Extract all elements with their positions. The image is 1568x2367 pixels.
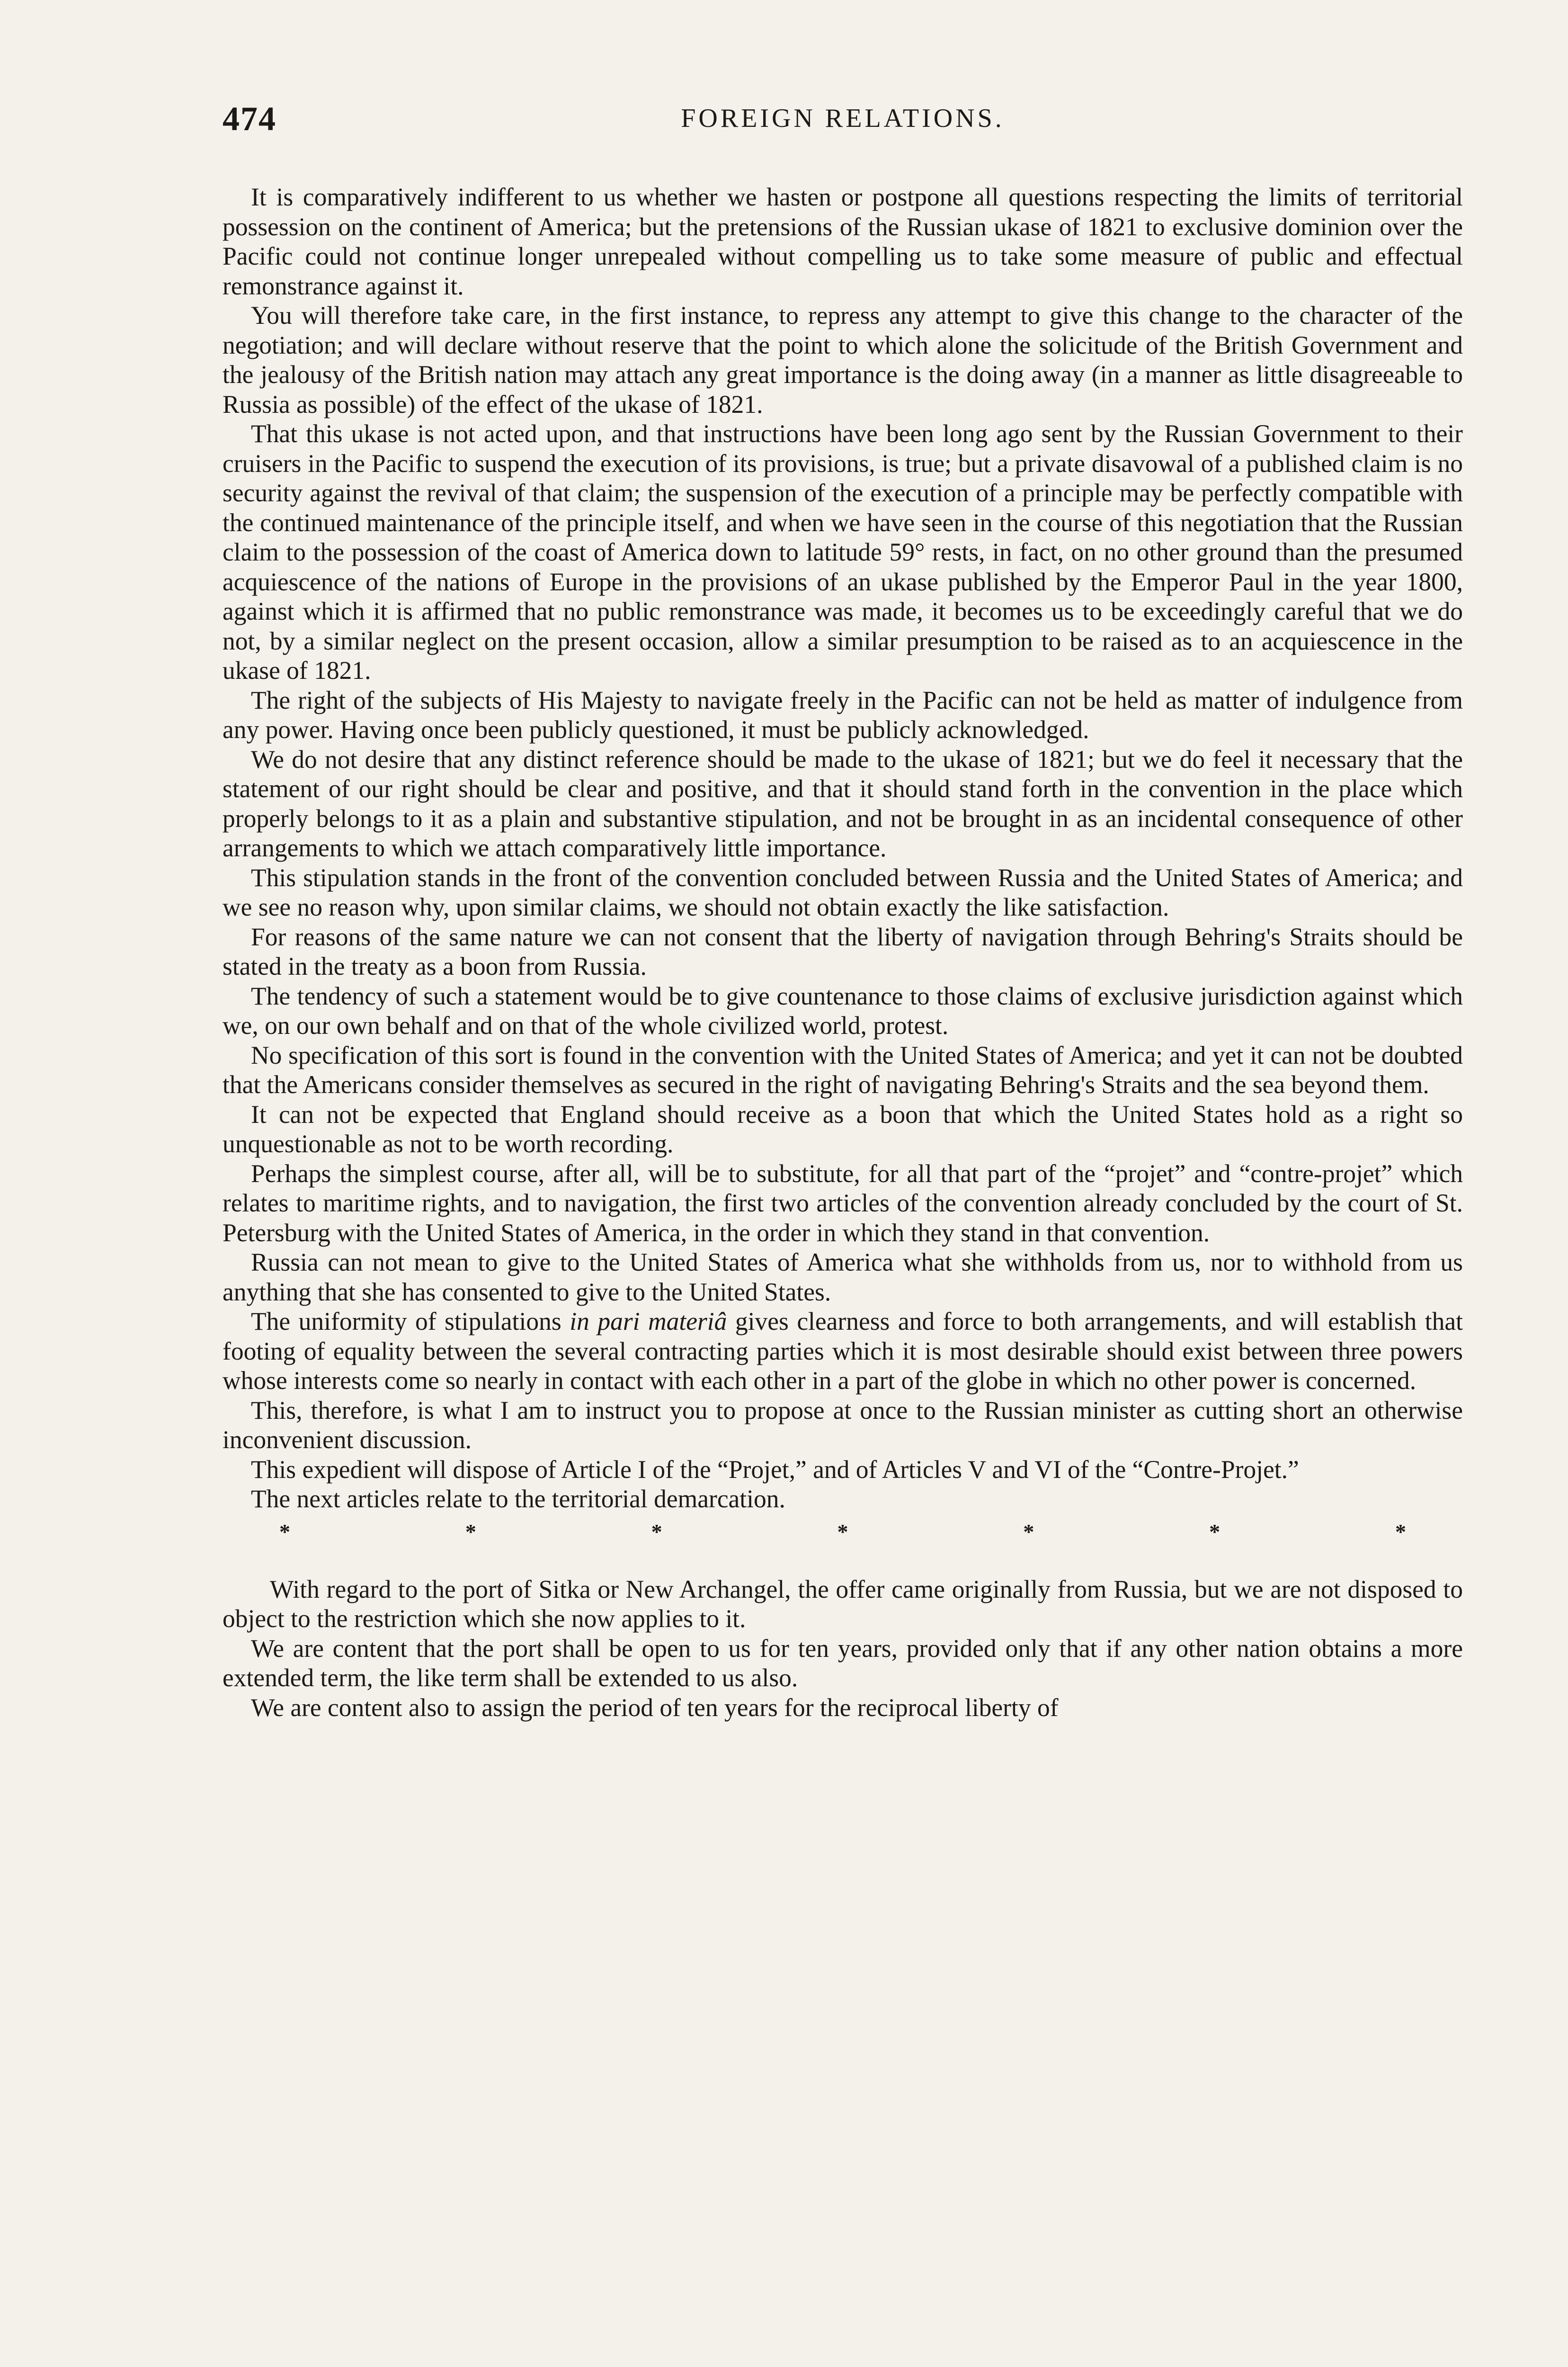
star-mark: *: [465, 1519, 476, 1544]
paragraph-text: The uniformity of stipulations: [251, 1307, 570, 1335]
paragraph: We are content that the port shall be open to us for ten years, provided only that if any other nation obtains a more extended term, the like term shall be extended to us also.: [223, 1634, 1463, 1692]
star-mark: *: [1395, 1519, 1406, 1544]
paragraph: This expedient will dispose of Article I of the “Projet,” and of Articles V and VI of the “Contre-Projet.”: [251, 1455, 1299, 1484]
star-mark: *: [1023, 1519, 1034, 1544]
star-mark: *: [837, 1519, 848, 1544]
paragraph: We do not desire that any distinct reference should be made to the ukase of 1821; but we do feel it necessary that the statement of our right should be clear and positive, and that it should stand forth in the convention in the place which properly belongs to it as a plain and substantive stipulation, and not be brought in as an incidental consequence of other arrangements to which we attach comparatively little importance.: [223, 745, 1463, 862]
page-header: [223, 99, 1463, 151]
page-number: 474: [223, 100, 276, 138]
paragraph: We are content also to assign the period of ten years for the reciprocal liberty of: [251, 1693, 1059, 1722]
running-head: FOREIGN RELATIONS.: [681, 104, 1005, 133]
paragraph: That this ukase is not acted upon, and that instructions have been long ago sent by the Russian Government to their cruisers in the Pacific to suspend the execution of its provisions, is true; but a private disavowal of a published claim is no security against the revival of that claim; the suspension of the execution of a principle may be perfectly compatible with the continued maintenance of the principle itself, and when we have seen in the course of this negotiation that the Russian claim to the possession of the coast of America down to latitude 59° rests, in fact, on no other ground than the presumed acquiescence of the nations of Europe in the provisions of an ukase published by the Emperor Paul in the year 1800, against which it is affirmed that no public remonstrance was made, it becomes us to be exceedingly careful that we do not, by a similar neglect on the present occasion, allow a similar presumption to be raised as to an acquiescence in the ukase of 1821.: [223, 419, 1463, 685]
body-text: [223, 182, 1463, 1722]
paragraph: No specification of this sort is found in the convention with the United States of America; and yet it can not be doubted that the Americans consider themselves as secured in the right of navigating Behring's Straits and the sea beyond them.: [223, 1041, 1463, 1099]
ellipsis-stars: [223, 1514, 1463, 1544]
paragraph-text: gives clearness and force to both arrangements, and will establish that footing of equality between the several contracting parties which it is most desirable should exist between three powers whose interests come so nearly in contact with each other in a part of the globe in which no other power is concerned.: [223, 1307, 1463, 1395]
paragraph: This, therefore, is what I am to instruct you to propose at once to the Russian minister as cutting short an otherwise inconvenient discussion.: [223, 1396, 1463, 1454]
paragraph: Russia can not mean to give to the United States of America what she withholds from us, nor to withhold from us anything that she has consented to give to the United States.: [223, 1248, 1463, 1306]
paragraph: Perhaps the simplest course, after all, will be to substitute, for all that part of the “projet” and “contre-projet” which relates to maritime rights, and to navigation, the first two articles of the convention already concluded by the court of St. Petersburg with the United States of America, in the order in which they stand in that convention.: [223, 1159, 1463, 1247]
star-mark: *: [651, 1519, 662, 1544]
star-mark: *: [279, 1519, 290, 1544]
paragraph: [223, 1307, 1463, 1396]
paragraph: With regard to the port of Sitka or New Archangel, the offer came originally from Russia, but we are not disposed to object to the restriction which she now applies to it.: [223, 1575, 1463, 1633]
paragraph: The tendency of such a statement would be to give countenance to those claims of exclusive jurisdiction against which we, on our own behalf and on that of the whole civilized world, protest.: [223, 981, 1463, 1040]
paragraph: The next articles relate to the territorial demarcation.: [251, 1485, 785, 1513]
paragraph: For reasons of the same nature we can not consent that the liberty of navigation through Behring's Straits should be stated in the treaty as a boon from Russia.: [223, 922, 1463, 980]
star-mark: *: [1209, 1519, 1221, 1544]
paragraph: You will therefore take care, in the first instance, to repress any attempt to give this change to the character of the negotiation; and will declare without reserve that the point to which alone the solicitude of the British Government and the jealousy of the British nation may attach any great importance is the doing away (in a manner as little disagreeable to Russia as possible) of the effect of the ukase of 1821.: [223, 301, 1463, 418]
paragraph: The right of the subjects of His Majesty to navigate freely in the Pacific can not be held as matter of indulgence from any power. Having once been publicly questioned, it must be publicly acknowledged.: [223, 685, 1463, 744]
paragraph: It is comparatively indifferent to us whether we hasten or postpone all questions respecting the limits of territorial possession on the continent of America; but the pretensions of the Russian ukase of 1821 to exclusive dominion over the Pacific could not continue longer unrepealed without compelling us to take some measure of public and effectual remonstrance against it.: [223, 183, 1463, 300]
paragraph: It can not be expected that England should receive as a boon that which the United States hold as a right so unquestionable as not to be worth recording.: [223, 1100, 1463, 1158]
paragraph: This stipulation stands in the front of the convention concluded between Russia and the United States of America; and we see no reason why, upon similar claims, we should not obtain exactly the like satisfaction.: [223, 863, 1463, 921]
latin-phrase: in pari materiâ: [570, 1307, 727, 1335]
